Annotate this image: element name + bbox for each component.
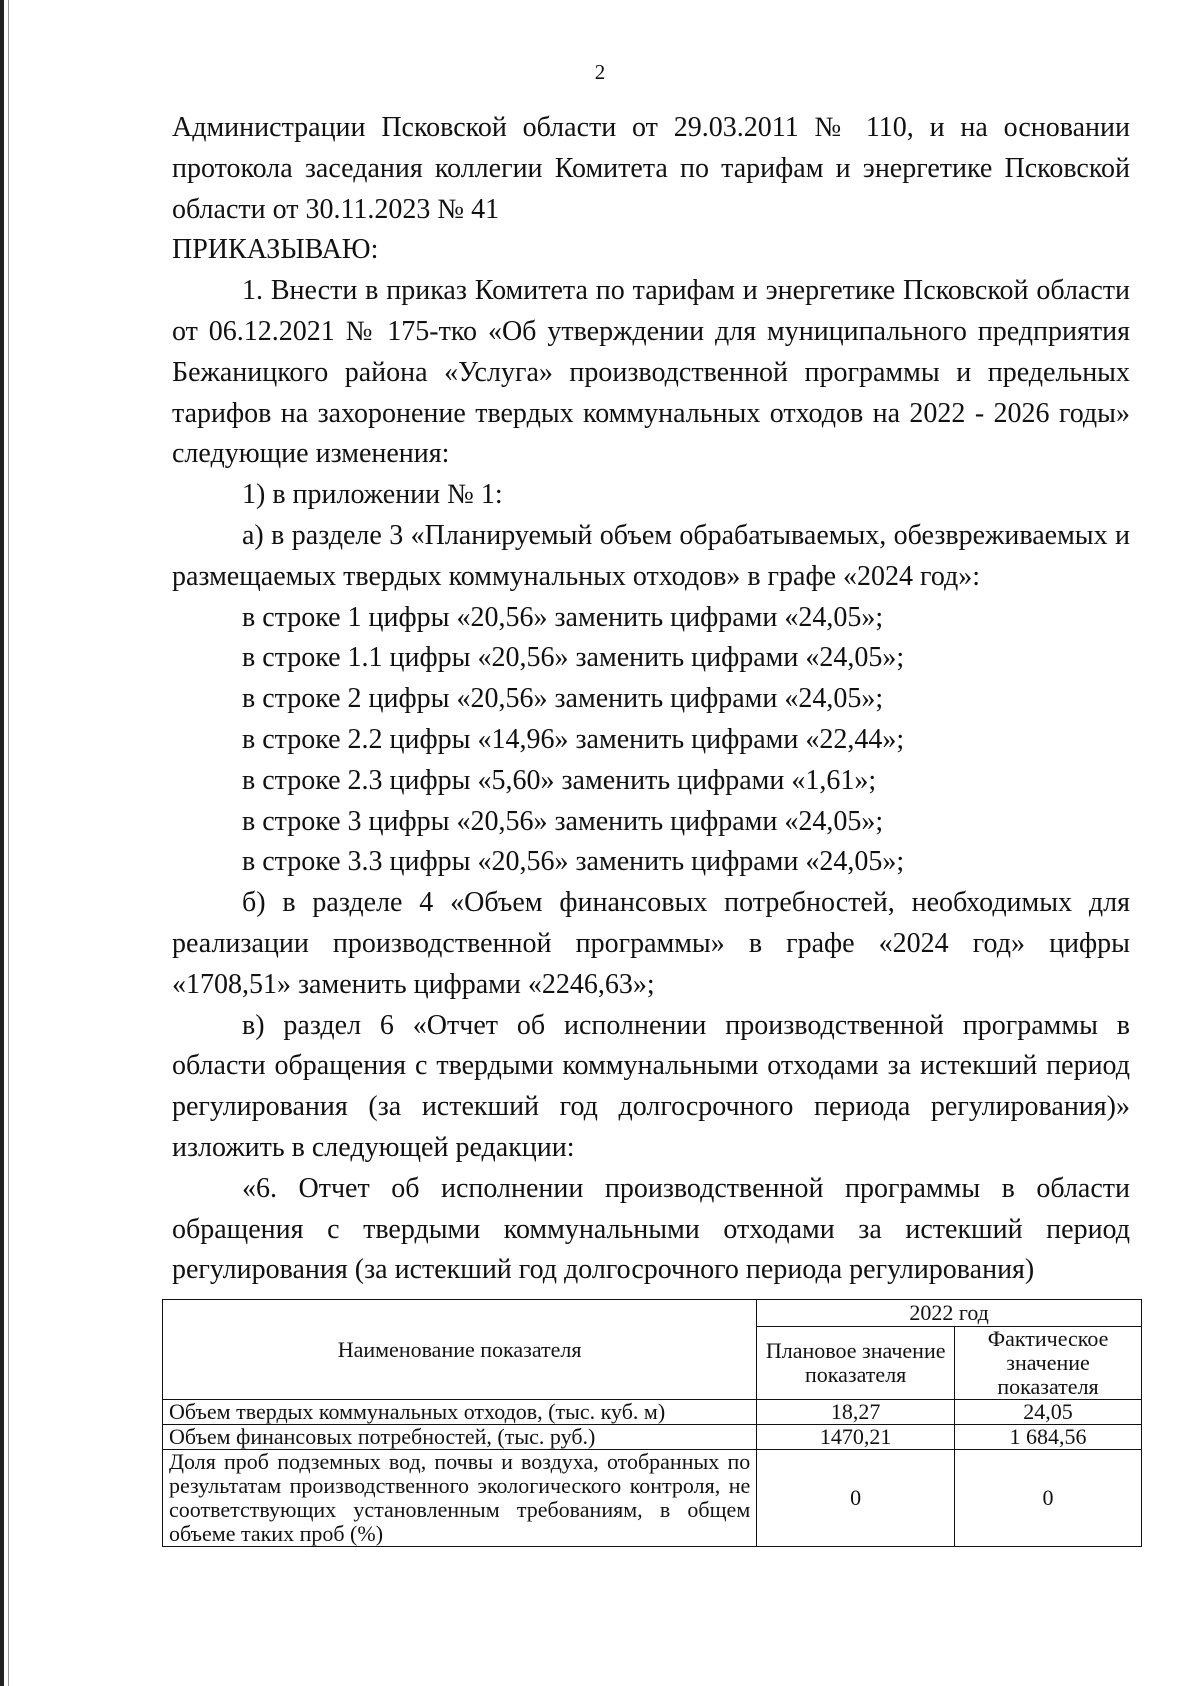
header-plan-value: Плановое значение показателя [757, 1327, 955, 1400]
table-row [163, 1425, 1142, 1450]
row-fact-value: 0 [955, 1450, 1142, 1547]
row-fact-value: 1 684,56 [955, 1425, 1142, 1450]
scan-edge-line [8, 0, 9, 1686]
paragraph-section-4: б) в разделе 4 «Объем финансовых потребностей, необходимых для реализации производственной программы» в графе «2024 год» цифры «1708,51» заменить цифрами «2246,63»; [172, 887, 1130, 1000]
replacement-line: в строке 3 цифры «20,56» заменить цифрами «24,05»; [242, 805, 884, 837]
row-plan-value: 0 [757, 1450, 955, 1547]
row-indicator-name: Доля проб подземных вод, почвы и воздуха, отобранных по результатам производственного экологического контроля, не соответствующих установленным требованиям, в общем объеме таких проб (%) [163, 1450, 757, 1547]
table-row [163, 1450, 1142, 1547]
replacement-line: в строке 2.3 цифры «5,60» заменить цифрами «1,61»; [242, 764, 877, 796]
scan-edge-shadow [0, 0, 4, 1686]
row-indicator-name: Объем твердых коммунальных отходов, (тыс. куб. м) [163, 1400, 757, 1425]
table-row [163, 1400, 1142, 1425]
replacement-line: в строке 2.2 цифры «14,96» заменить цифрами «22,44»; [242, 723, 905, 755]
paragraph-order-heading: ПРИКАЗЫВАЮ: [172, 234, 379, 266]
header-indicator-name: Наименование показателя [163, 1300, 757, 1400]
report-table [162, 1299, 1142, 1547]
page-number: 2 [594, 60, 606, 84]
table-header-row [163, 1300, 1142, 1327]
replacement-line: в строке 1 цифры «20,56» заменить цифрами «24,05»; [242, 601, 884, 633]
replacement-line: в строке 2 цифры «20,56» заменить цифрами «24,05»; [242, 683, 884, 715]
paragraph-intro: Администрации Псковской области от 29.03.2011 № 110, и на основании протокола заседания коллегии Комитета по тарифам и энергетике Псковской области от 30.11.2023 № 41 [172, 112, 1130, 225]
row-indicator-name: Объем финансовых потребностей, (тыс. руб.) [163, 1425, 757, 1450]
paragraph-item-1: 1. Внести в приказ Комитета по тарифам и энергетике Псковской области от 06.12.2021 № 175-тко «Об утверждении для муниципального предприятия Бежаницкого района «Услуга» производственной программы и предельных тарифов на захоронение твердых коммунальных отходов на 2022 - 2026 годы» следующие изменения: [172, 275, 1130, 470]
header-year: 2022 год [757, 1300, 1142, 1327]
header-fact-value: Фактическое значение показателя [955, 1327, 1142, 1400]
paragraph-appendix-1: 1) в приложении № 1: [242, 479, 503, 511]
row-plan-value: 1470,21 [757, 1425, 955, 1450]
row-plan-value: 18,27 [757, 1400, 955, 1425]
replacement-line: в строке 1.1 цифры «20,56» заменить цифрами «24,05»; [242, 642, 905, 674]
replacement-line: в строке 3.3 цифры «20,56» заменить цифрами «24,05»; [242, 846, 905, 878]
document-body [172, 108, 1130, 1291]
paragraph-section-3: а) в разделе 3 «Планируемый объем обрабатываемых, обезвреживаемых и размещаемых твердых коммунальных отходов» в графе «2024 год»: [172, 519, 1130, 592]
row-fact-value: 24,05 [955, 1400, 1142, 1425]
paragraph-section-6: в) раздел 6 «Отчет об исполнении производственной программы в области обращения с твердыми коммунальными отходами за истекший период регулирования (за истекший год долгосрочного периода регулирования)» изложить в следующей редакции: [172, 1009, 1130, 1163]
paragraph-report-title: «6. Отчет об исполнении производственной программы в области обращения с твердыми коммунальными отходами за истекший период регулирования (за истекший год долгосрочного периода регулирования) [172, 1172, 1130, 1286]
